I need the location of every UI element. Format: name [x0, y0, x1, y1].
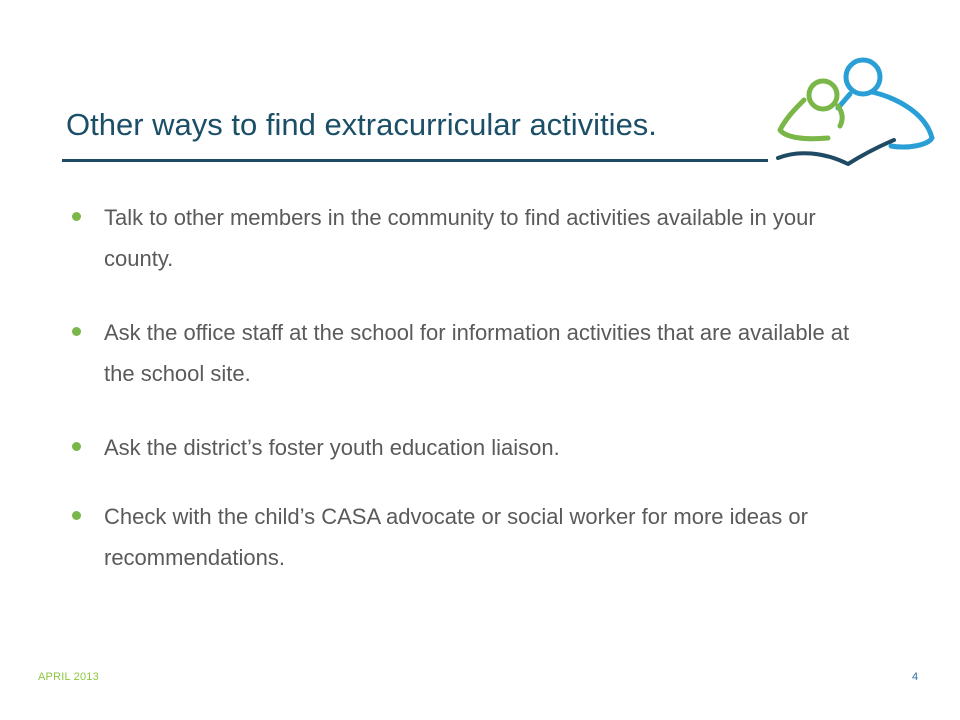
- bullet-icon: [72, 212, 81, 221]
- bullet-icon: [72, 327, 81, 336]
- bullet-text: Ask the district’s foster youth education liaison.: [104, 435, 560, 460]
- list-item: [66, 312, 876, 394]
- title-underline: [62, 159, 768, 162]
- bullet-text: Talk to other members in the community to find activities available in your county.: [104, 205, 816, 271]
- blue-person-body: [838, 92, 932, 147]
- green-person-head: [809, 81, 837, 109]
- bullet-list: [66, 197, 876, 611]
- bullet-text: Check with the child’s CASA advocate or social worker for more ideas or recommendations.: [104, 504, 808, 570]
- list-item: [66, 427, 876, 468]
- slide-title: Other ways to find extracurricular activities.: [66, 107, 657, 142]
- bullet-icon: [72, 511, 81, 520]
- list-item: [66, 496, 876, 578]
- list-item: [66, 197, 876, 279]
- book-pages: [778, 140, 894, 164]
- bullet-text: Ask the office staff at the school for information activities that are available at the school site.: [104, 320, 850, 386]
- page-number: 4: [912, 671, 919, 683]
- footer-date: APRIL 2013: [38, 671, 99, 683]
- bullet-icon: [72, 442, 81, 451]
- people-reading-book-icon: [768, 50, 938, 180]
- blue-person-head: [846, 60, 880, 94]
